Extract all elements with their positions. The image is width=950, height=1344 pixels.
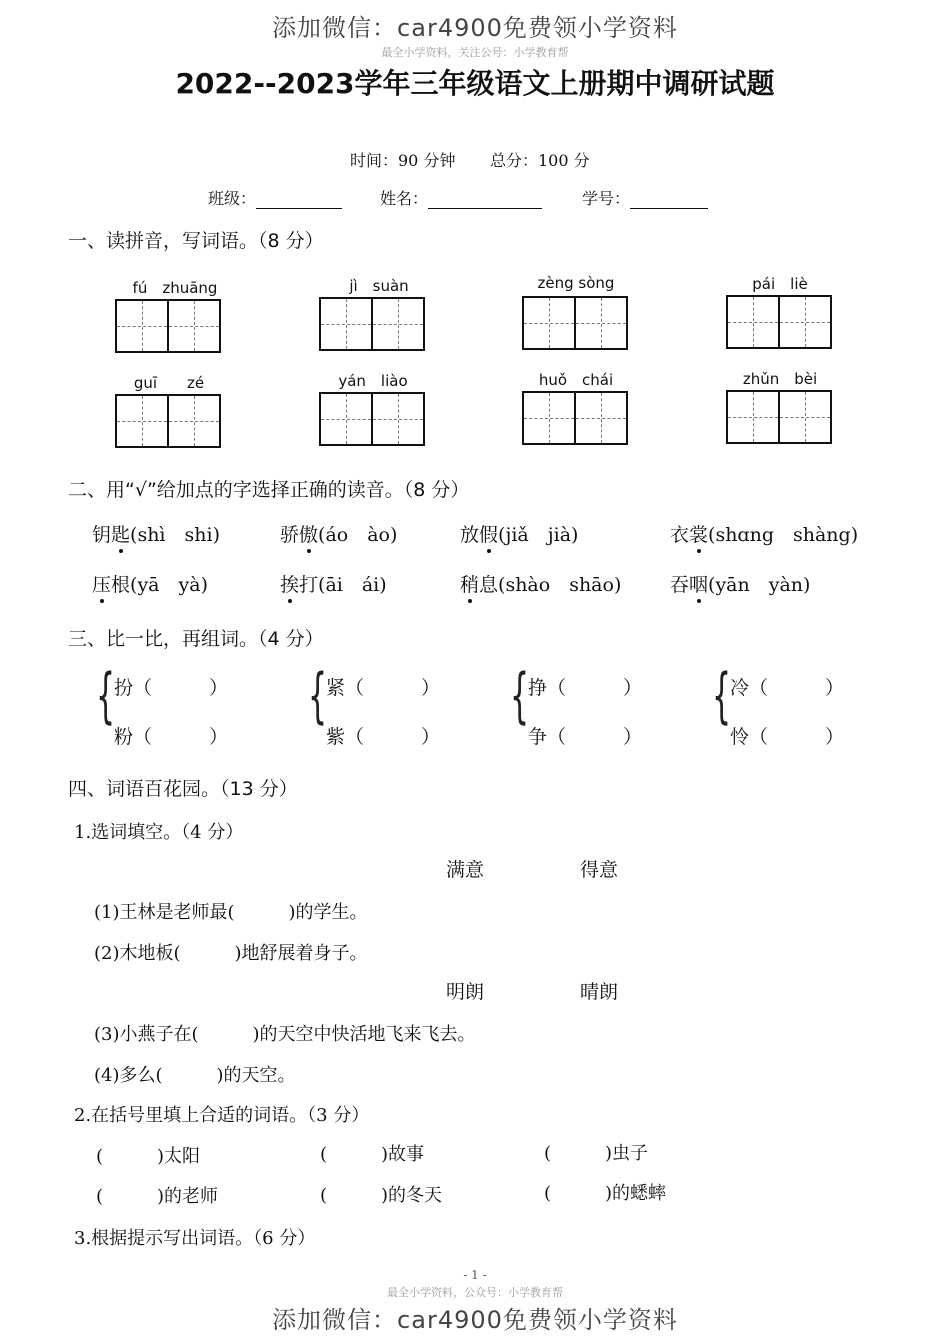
compare-word[interactable]: 粉（ ）: [114, 726, 229, 748]
compare-word[interactable]: 争（ ）: [528, 726, 643, 748]
watermark-bottom: 添加微信：car4900免费领小学资料: [272, 1306, 678, 1334]
fill-item[interactable]: ( )虫子: [544, 1143, 649, 1164]
pinyin-label: guī zé: [133, 374, 205, 392]
reading-options[interactable]: (shì shi): [130, 524, 220, 546]
part-2-heading: 2.在括号里填上合适的词语。（3 分）: [74, 1105, 370, 1126]
reading-item: 放假(jiǎ jià): [460, 524, 579, 546]
fill-question[interactable]: (1)王林是老师最( )的学生。: [94, 902, 368, 923]
fill-question[interactable]: (4)多么( )的天空。: [94, 1065, 296, 1086]
writing-grid[interactable]: [522, 296, 628, 350]
word-option: 晴朗: [580, 981, 619, 1003]
fill-item[interactable]: ( )的老师: [96, 1186, 219, 1207]
writing-grid[interactable]: [319, 297, 425, 351]
reading-item: 稍息(shào shāo): [460, 574, 622, 596]
page-title: 2022--2023学年三年级语文上册期中调研试题: [175, 67, 775, 100]
writing-grid[interactable]: [726, 390, 832, 444]
fill-item[interactable]: ( )故事: [320, 1144, 425, 1165]
word-option: 满意: [446, 859, 485, 881]
part-1-heading: 1.选词填空。（4 分）: [74, 822, 244, 843]
id-field: [582, 186, 708, 209]
reading-item: 吞咽(yān yàn): [670, 574, 811, 596]
brace-icon: {: [712, 661, 732, 731]
id-label: 学号：: [582, 189, 631, 208]
writing-grid[interactable]: [115, 394, 221, 448]
compare-word[interactable]: 挣（ ）: [528, 677, 643, 699]
pinyin-label: pái liè: [752, 275, 808, 293]
fill-question[interactable]: (3)小燕子在( )的天空中快活地飞来飞去。: [94, 1024, 476, 1045]
compare-word[interactable]: 紧（ ）: [326, 677, 441, 699]
reading-item: 挨打(āi ái): [280, 574, 387, 596]
fill-item[interactable]: ( )太阳: [96, 1146, 201, 1167]
class-label: 班级：: [208, 189, 257, 208]
section-2-heading: 二、用“√”给加点的字选择正确的读音。（8 分）: [68, 479, 470, 501]
class-blank[interactable]: [256, 192, 342, 209]
reading-options[interactable]: (jiǎ jià): [498, 524, 579, 546]
reading-options[interactable]: (shào shāo): [498, 574, 622, 596]
writing-grid[interactable]: [726, 295, 832, 349]
pinyin-label: yán liào: [338, 372, 408, 390]
class-field: [208, 186, 342, 209]
name-blank[interactable]: [428, 192, 542, 209]
fill-item[interactable]: ( )的冬天: [320, 1185, 443, 1206]
page-number: - 1 -: [463, 1268, 487, 1282]
reading-item: 压根(yā yà): [92, 574, 208, 596]
watermark-bottom-sub: 最全小学资料，公众号：小学教育帮: [387, 1286, 563, 1299]
reading-item: 骄傲(áo ào): [280, 524, 398, 546]
writing-grid[interactable]: [115, 299, 221, 353]
exam-time: 时间：90 分钟: [350, 151, 456, 170]
name-field: [380, 186, 542, 209]
compare-word[interactable]: 紫（ ）: [326, 726, 441, 748]
section-3-heading: 三、比一比，再组词。（4 分）: [68, 628, 324, 650]
word-option: 得意: [580, 859, 619, 881]
pinyin-label: jì suàn: [349, 277, 409, 295]
compare-word[interactable]: 冷（ ）: [730, 677, 845, 699]
id-blank[interactable]: [630, 192, 708, 209]
reading-item: 钥匙(shì shi): [92, 524, 220, 546]
fill-item[interactable]: ( )的蟋蟀: [544, 1183, 667, 1204]
reading-options[interactable]: (shɑng shàng): [708, 524, 859, 546]
reading-options[interactable]: (yān yàn): [708, 574, 811, 596]
exam-total: 总分：100 分: [490, 151, 590, 170]
writing-grid[interactable]: [522, 391, 628, 445]
word-option: 明朗: [446, 981, 485, 1003]
writing-grid[interactable]: [319, 392, 425, 446]
part-3-heading: 3.根据提示写出词语。（6 分）: [74, 1228, 316, 1249]
pinyin-label: fú zhuāng: [132, 279, 218, 297]
brace-icon: {: [96, 661, 116, 731]
watermark-top: 添加微信：car4900免费领小学资料: [272, 14, 678, 42]
pinyin-label: zèng sòng: [537, 274, 615, 292]
compare-word[interactable]: 扮（ ）: [114, 677, 229, 699]
reading-options[interactable]: (yā yà): [130, 574, 208, 596]
watermark-sub: 最全小学资料，关注公号：小学教育帮: [381, 46, 569, 59]
compare-word[interactable]: 怜（ ）: [730, 726, 845, 748]
reading-options[interactable]: (áo ào): [318, 524, 398, 546]
name-label: 姓名：: [380, 189, 429, 208]
brace-icon: {: [308, 661, 328, 731]
section-1-heading: 一、读拼音，写词语。（8 分）: [68, 230, 324, 252]
pinyin-label: zhǔn bèi: [742, 370, 818, 388]
brace-icon: {: [510, 661, 530, 731]
reading-options[interactable]: (āi ái): [318, 574, 387, 596]
fill-question[interactable]: (2)木地板( )地舒展着身子。: [94, 943, 368, 964]
pinyin-label: huǒ chái: [538, 371, 614, 389]
section-4-heading: 四、词语百花园。（13 分）: [68, 778, 298, 800]
reading-item: 衣裳(shɑng shàng): [670, 524, 859, 546]
